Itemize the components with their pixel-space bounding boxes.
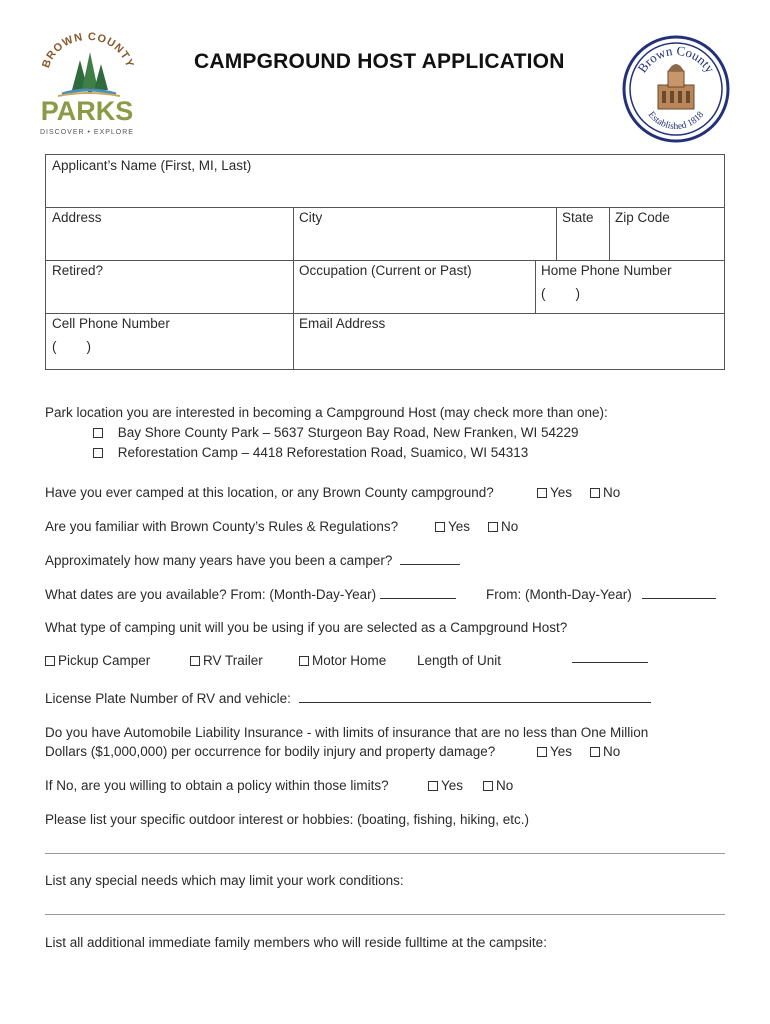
insurance-no-option[interactable] xyxy=(590,744,620,759)
applicant-name-label: Applicant’s Name (First, MI, Last) xyxy=(52,158,252,173)
address-field[interactable] xyxy=(46,207,293,260)
insurance-question-line2: Dollars ($1,000,000) per occurrence for bodily injury and property damage? xyxy=(45,744,496,759)
camped-no-checkbox[interactable] xyxy=(590,488,600,498)
retired-label: Retired? xyxy=(52,263,104,278)
camped-question: Have you ever camped at this location, or any Brown County campground? xyxy=(45,485,494,500)
svg-text:DISCOVER • EXPLORE: DISCOVER • EXPLORE xyxy=(40,129,134,136)
unit-length-label: Length of Unit xyxy=(417,653,502,668)
insurance-yes-option[interactable] xyxy=(537,744,572,759)
license-label: License Plate Number of RV and vehicle: xyxy=(45,691,291,706)
reforestation-label: Reforestation Camp – 4418 Reforestation Road, Suamico, WI 54313 xyxy=(117,445,529,460)
address-label: Address xyxy=(52,210,102,225)
yes-label: Yes xyxy=(550,485,573,500)
years-input[interactable] xyxy=(400,552,460,565)
pickup-checkbox[interactable] xyxy=(45,656,55,666)
email-label: Email Address xyxy=(299,316,386,331)
bay-shore-checkbox[interactable] xyxy=(93,428,103,438)
city-label: City xyxy=(299,210,323,225)
retired-field[interactable] xyxy=(46,260,293,313)
applicant-info-table xyxy=(45,154,725,370)
years-question xyxy=(45,552,460,568)
home-phone-label: Home Phone Number xyxy=(541,263,672,278)
dates-from-input[interactable] xyxy=(380,586,456,599)
willing-no-option[interactable] xyxy=(483,778,513,793)
special-needs-question: List any special needs which may limit your work conditions: xyxy=(45,873,404,888)
zip-code-label: Zip Code xyxy=(615,210,670,225)
license-input[interactable] xyxy=(299,690,651,703)
willing-question: If No, are you willing to obtain a policy within those limits? xyxy=(45,778,389,793)
occupation-label: Occupation (Current or Past) xyxy=(299,263,472,278)
rules-yes-option[interactable] xyxy=(435,519,470,534)
pickup-label: Pickup Camper xyxy=(58,653,151,668)
rules-no-checkbox[interactable] xyxy=(488,522,498,532)
willing-no-checkbox[interactable] xyxy=(483,781,493,791)
zip-code-field[interactable] xyxy=(609,207,724,260)
rv-trailer-label: RV Trailer xyxy=(203,653,263,668)
camped-yes-option[interactable] xyxy=(537,485,572,500)
unit-motorhome-option[interactable] xyxy=(299,653,386,668)
park-location-question: Park location you are interested in becoming a Campground Host (may check more than one): xyxy=(45,405,608,420)
no-label: No xyxy=(603,744,621,759)
dates-second-input[interactable] xyxy=(642,586,716,599)
rules-question: Are you familiar with Brown County’s Rules & Regulations? xyxy=(45,519,399,534)
applicant-name-field[interactable] xyxy=(46,155,724,207)
dates-second-group xyxy=(486,586,716,602)
motor-home-label: Motor Home xyxy=(312,653,387,668)
yes-label: Yes xyxy=(441,778,464,793)
unit-rv-option[interactable] xyxy=(190,653,263,668)
insurance-question-line1: Do you have Automobile Liability Insurance - with limits of insurance that are no less than One Million xyxy=(45,725,649,740)
special-needs-answer-line[interactable] xyxy=(45,914,725,915)
unit-pickup-option[interactable] xyxy=(45,653,150,668)
svg-text:Established 1818: Established 1818 xyxy=(645,110,707,133)
brown-county-seal xyxy=(622,35,730,143)
park-option-bay-shore[interactable] xyxy=(93,425,579,440)
willing-yes-checkbox[interactable] xyxy=(428,781,438,791)
no-label: No xyxy=(501,519,519,534)
cell-phone-label: Cell Phone Number xyxy=(52,316,170,331)
svg-text:Brown County: Brown County xyxy=(634,42,718,76)
camped-yes-checkbox[interactable] xyxy=(537,488,547,498)
dates-from-label: What dates are you available? From: (Month-Day-Year) xyxy=(45,587,377,602)
no-label: No xyxy=(603,485,621,500)
bay-shore-label: Bay Shore County Park – 5637 Sturgeon Bay Road, New Franken, WI 54229 xyxy=(117,425,579,440)
home-phone-field[interactable] xyxy=(535,260,724,313)
state-label: State xyxy=(562,210,594,225)
hobbies-question: Please list your specific outdoor interest or hobbies: (boating, fishing, hiking, etc.) xyxy=(45,812,530,827)
dates-second-label: From: (Month-Day-Year) xyxy=(486,587,632,602)
occupation-field[interactable] xyxy=(293,260,535,313)
brown-county-parks-logo xyxy=(28,30,146,140)
svg-text:PARKS: PARKS xyxy=(40,96,134,126)
rules-yes-checkbox[interactable] xyxy=(435,522,445,532)
unit-type-question: What type of camping unit will you be using if you are selected as a Campground Host? xyxy=(45,620,568,635)
home-phone-area-code: ( ) xyxy=(541,286,580,301)
cell-phone-area-code: ( ) xyxy=(52,339,91,354)
license-question xyxy=(45,690,651,706)
cell-phone-field[interactable] xyxy=(46,313,293,369)
yes-label: Yes xyxy=(550,744,573,759)
dates-question xyxy=(45,586,456,602)
svg-text:BROWN COUNTY: BROWN COUNTY xyxy=(40,30,136,70)
yes-label: Yes xyxy=(448,519,471,534)
reforestation-checkbox[interactable] xyxy=(93,448,103,458)
insurance-yes-checkbox[interactable] xyxy=(537,747,547,757)
willing-yes-option[interactable] xyxy=(428,778,463,793)
rules-no-option[interactable] xyxy=(488,519,518,534)
email-field[interactable] xyxy=(293,313,724,369)
no-label: No xyxy=(496,778,514,793)
state-field[interactable] xyxy=(556,207,609,260)
hobbies-answer-line[interactable] xyxy=(45,853,725,854)
insurance-no-checkbox[interactable] xyxy=(590,747,600,757)
motor-home-checkbox[interactable] xyxy=(299,656,309,666)
family-members-question: List all additional immediate family members who will reside fulltime at the campsite: xyxy=(45,935,547,950)
camped-no-option[interactable] xyxy=(590,485,620,500)
page-title: CAMPGROUND HOST APPLICATION xyxy=(194,50,565,73)
unit-length-input[interactable] xyxy=(572,650,648,668)
years-label: Approximately how many years have you been a camper? xyxy=(45,553,393,568)
park-option-reforestation[interactable] xyxy=(93,445,528,460)
rv-trailer-checkbox[interactable] xyxy=(190,656,200,666)
city-field[interactable] xyxy=(293,207,556,260)
